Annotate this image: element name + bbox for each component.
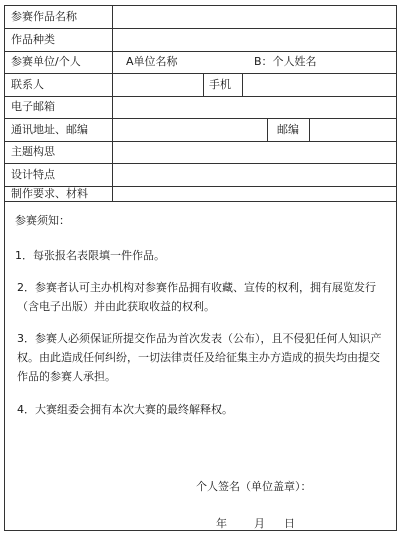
note-item-1: 1．每张报名表限填一件作品。 <box>15 249 165 262</box>
entrant-b-label: B：个人姓名 <box>254 55 317 68</box>
work-type-label: 作品种类 <box>11 33 55 46</box>
signature-year: 年 <box>216 517 227 530</box>
row-divider <box>5 51 396 52</box>
entry-notes <box>15 211 388 419</box>
postcode-label: 邮编 <box>277 123 299 136</box>
signature-month: 月 <box>254 517 265 530</box>
entrant-a-label: A单位名称 <box>126 55 178 68</box>
work-name-label: 参赛作品名称 <box>11 10 77 23</box>
signature-day: 日 <box>284 517 295 530</box>
row-divider <box>5 141 396 142</box>
notes-heading: 参赛须知： <box>15 214 70 227</box>
email-label: 电子邮箱 <box>11 100 55 113</box>
column-divider <box>309 118 310 141</box>
note-item-2: 2．参赛者认可主办机构对参赛作品拥有收藏、宣传的权利，拥有展览发行（含电子出版）并由此获取收益的权利。 <box>17 281 376 313</box>
entrant-label: 参赛单位/个人 <box>11 55 81 68</box>
theme-label: 主题构思 <box>11 145 55 158</box>
note-item-4: 4．大赛组委会拥有本次大赛的最终解释权。 <box>17 403 233 416</box>
production-label: 制作要求、材料 <box>11 187 88 200</box>
row-divider <box>5 118 396 119</box>
row-divider <box>5 28 396 29</box>
row-divider <box>5 201 396 202</box>
registration-form <box>4 5 397 531</box>
design-label: 设计特点 <box>11 168 55 181</box>
address-label: 通讯地址、邮编 <box>11 123 88 136</box>
note-item-3: 3．参赛人必须保证所提交作品为首次发表（公布），且不侵犯任何人知识产权。由此造成任何纠纷，一切法律责任及给征集主办方造成的损失均由提交作品的参赛人承担。 <box>17 332 382 383</box>
column-divider <box>112 6 113 201</box>
signature-label: 个人签名（单位盖章）： <box>196 480 312 493</box>
column-divider <box>267 118 268 141</box>
contact-label: 联系人 <box>11 78 44 91</box>
column-divider <box>203 73 204 96</box>
column-divider <box>242 73 243 96</box>
row-divider <box>5 96 396 97</box>
row-divider <box>5 73 396 74</box>
row-divider <box>5 163 396 164</box>
phone-label: 手机 <box>209 78 231 91</box>
